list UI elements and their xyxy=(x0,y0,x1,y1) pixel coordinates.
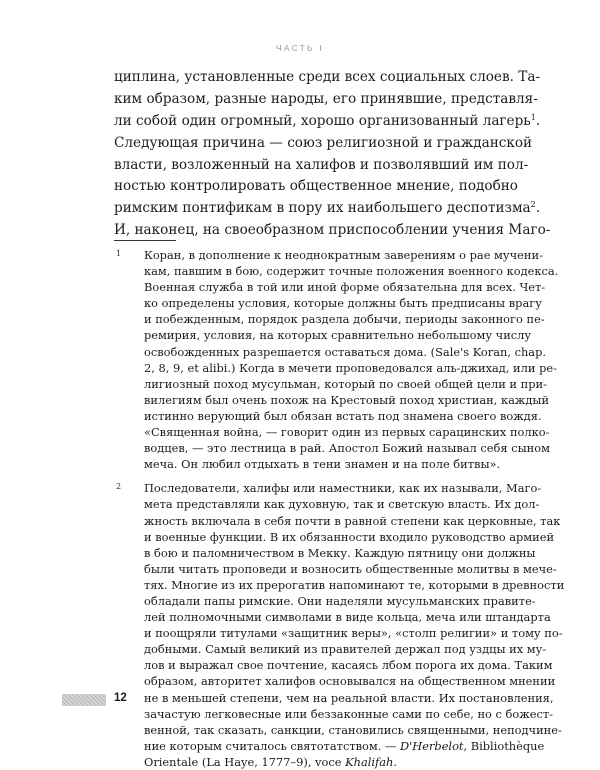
text-line: римским понтификам в пору их наибольшего деспотизма$^2$. xyxy=(114,200,541,217)
footnote-line: обладали папы римские. Они наделяли мусульманских правите- xyxy=(144,593,536,608)
text-segment: ние которым считалось святотатством. — xyxy=(144,738,397,753)
footnote-number: 2 xyxy=(116,482,122,492)
text-segment: римским понтификам в пору их наибольшего деспотизма xyxy=(114,200,531,217)
footnote-text xyxy=(144,247,559,472)
footnote-line: не в меньшей степени, чем на реальной власти. Их постановления, xyxy=(144,690,554,705)
citation-title: , Bibliothèque xyxy=(463,738,545,753)
footnote-separator xyxy=(114,240,176,241)
footnote-line: венной, так сказать, санкции, становились священными, неподчине- xyxy=(144,722,562,737)
text-segment: . xyxy=(393,754,397,769)
footnote-line: водцев, — это лестница в рай. Апостол Божий называл себя сыном xyxy=(144,441,550,456)
footnote-line: в бою и паломничеством в Мекку. Каждую пятницу они должны xyxy=(144,545,536,560)
footnote-line: и побежденным, порядок раздела добычи, периоды законного пе- xyxy=(144,312,545,327)
footnote-ref-1[interactable]: 1 xyxy=(530,112,536,122)
footnote-line: ко определены условия, которые должны быть предписаны врагу xyxy=(144,296,542,311)
text-line: власти, возложенный на халифов и позволявший им пол- xyxy=(114,156,529,173)
footnote-line: образом, авторитет халифов основывался на общественном мнении xyxy=(144,674,556,689)
footnote-line xyxy=(144,754,518,770)
footnote-text xyxy=(144,480,565,770)
footnote-line: лей полномочными символами в виде кольца, меча или штандарта xyxy=(144,610,551,625)
footnote-line: тях. Многие из их прерогатив напоминают те, которыми в древности xyxy=(144,577,565,592)
footnote-line: истинно верующий был обязан встать под знамена своего вождя. xyxy=(144,408,542,423)
footnote-line: зачастую легковесные или беззаконные сами по себе, но с божест- xyxy=(144,706,553,721)
text-segment: ли собой один огромный, хорошо организованный лагерь xyxy=(114,112,531,129)
footnote-line: кам, павшим в бою, содержит точные положения военного кодекса. xyxy=(144,264,559,279)
running-head: ЧАСТЬ I xyxy=(276,43,324,53)
text-line: ким образом, разные народы, его принявшие, представля- xyxy=(114,90,538,107)
footnote-line: жность включала в себя почти в равной степени как церковные, так xyxy=(144,513,561,528)
footnote-line xyxy=(144,738,545,754)
footnote-line: «Священная война, — говорит один из первых сарацинских полко- xyxy=(144,425,550,440)
footnote-line: лов и выражал свое почтение, касаясь лбом порога их дома. Таким xyxy=(144,658,553,673)
footnote-line: лигиозный поход мусульман, который по своей общей цели и при- xyxy=(144,376,547,391)
footnote-line: освобожденных разрешается оставаться дома. (Sale's Koran, chap. xyxy=(144,344,546,359)
footnote-line: и военные функции. В их обязанности входило руководство армией xyxy=(144,529,555,544)
footnote-number: 1 xyxy=(116,249,122,258)
footnote-2 xyxy=(114,480,565,770)
main-text xyxy=(114,67,551,242)
footnote-line: добными. Самый великий из правителей держал под уздцы их му- xyxy=(144,642,547,657)
footnote-line: Военная служба в той или иной форме обязательна для всех. Чет- xyxy=(144,280,546,295)
text-line: циплина, установленные среди всех социальных слоев. Та- xyxy=(114,69,541,85)
footnote-line: мета представляли как духовную, так и светскую власть. Их дол- xyxy=(144,497,540,512)
footnote-line: меча. Он любил отдыхать в тени знамен и на поле битвы». xyxy=(144,457,501,472)
text-line: ностью контролировать общественное мнение, подобно xyxy=(114,178,518,195)
text-line: И, наконец, на своеобразном приспособлении учения Маго- xyxy=(114,222,551,239)
footnote-line: ремирия, условия, на которых сравнительно небольшому числу xyxy=(144,328,532,343)
footnote-line: и поощряли титулами «защитник веры», «столп религии» и тому по- xyxy=(144,626,563,641)
footnote-line: Последователи, халифы или наместники, как их называли, Маго- xyxy=(144,481,542,496)
footnote-1 xyxy=(114,247,559,472)
text-line: Следующая причина — союз религиозной и гражданской xyxy=(114,134,533,151)
footnote-line: 2, 8, 9, et alibi.) Когда в мечети проповедовался аль-джихад, или ре- xyxy=(144,360,557,375)
footnote-line: Коран, в дополнение к неоднократным заверениям о рае мучени- xyxy=(144,248,543,262)
page-marker-bar xyxy=(62,694,106,706)
footnote-line: были читать проповеди и возносить общественные молитвы в мече- xyxy=(144,561,557,576)
footnotes xyxy=(114,247,565,770)
page-number: 12 xyxy=(114,692,127,704)
footnote-line: вилегиям был очень похож на Крестовый поход христиан, каждый xyxy=(144,392,550,407)
footnote-ref-2[interactable]: 2 xyxy=(530,200,536,210)
citation-details: Orientale (La Haye, 1777–9), voce xyxy=(144,754,342,769)
text-line: ли собой один огромный, хорошо организованный лагерь$^1$. xyxy=(114,112,541,129)
citation-term: Khalifah xyxy=(345,754,394,769)
citation-author: D'Herbelot xyxy=(400,738,464,753)
